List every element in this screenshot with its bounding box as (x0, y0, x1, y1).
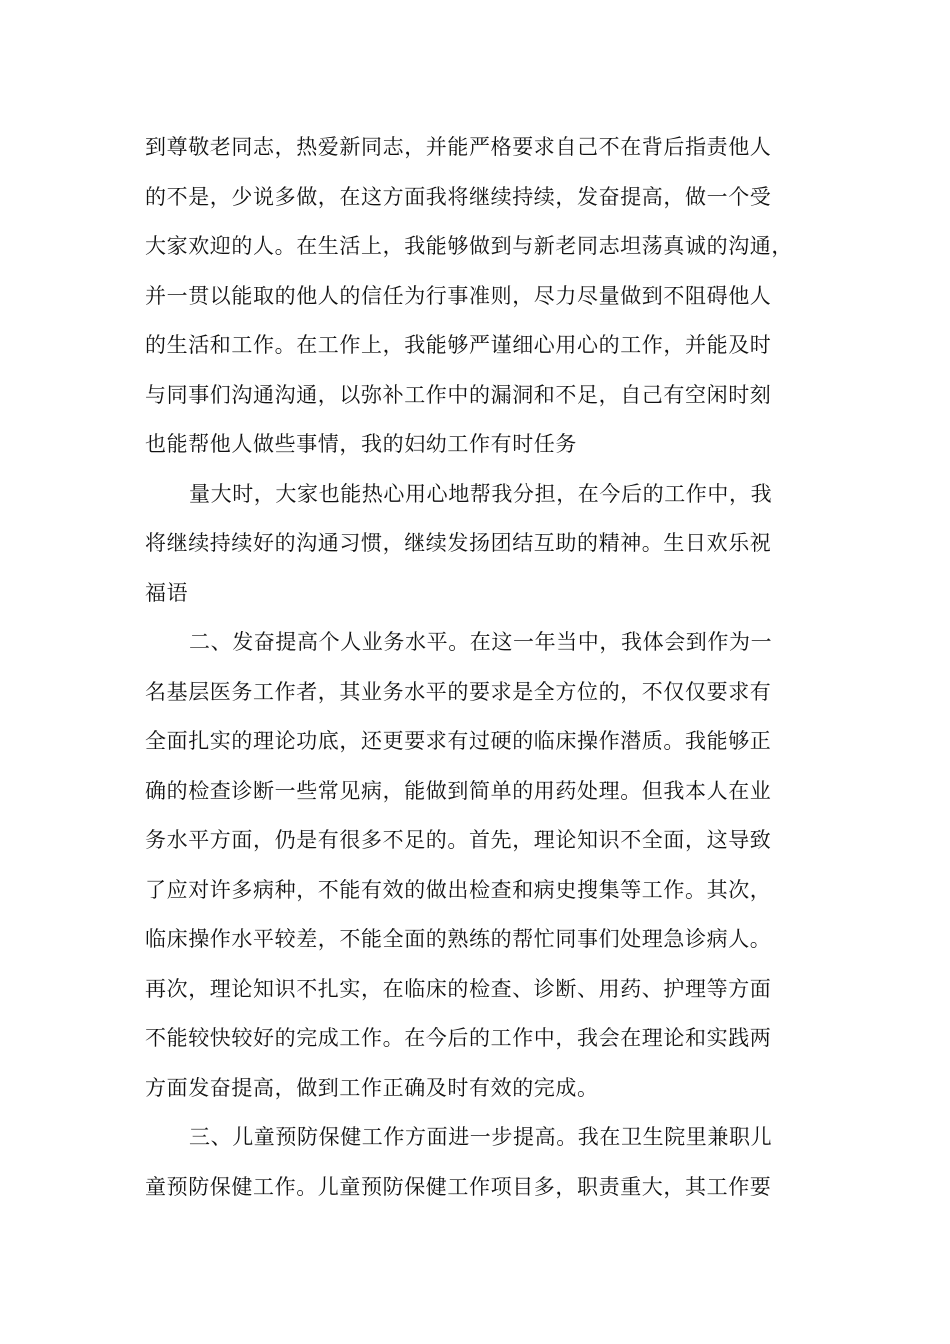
text-line: 临床操作水平较差，不能全面的熟练的帮忙同事们处理急诊病人。 (145, 927, 772, 951)
text-line: 并一贯以能取的他人的信任为行事准则，尽力尽量做到不阻碍他人 (145, 283, 772, 308)
text-line: 将继续持续好的沟通习惯，继续发扬团结互助的精神。生日欢乐祝 (145, 531, 772, 555)
text-line: 福语 (145, 580, 189, 605)
text-line: 与同事们沟通沟通，以弥补工作中的漏洞和不足，自己有空闲时刻 (145, 382, 772, 407)
text-line: 了应对许多病种，不能有效的做出检查和病史搜集等工作。其次， (145, 877, 772, 902)
text-line: 务水平方面，仍是有很多不足的。首先，理论知识不全面，这导致 (145, 828, 772, 852)
text-line: 全面扎实的理论功底，还更要求有过硬的临床操作潜质。我能够正 (145, 729, 772, 753)
text-line: 大家欢迎的人。在生活上，我能够做到与新老同志坦荡真诚的沟通， (145, 234, 793, 258)
text-line: 再次，理论知识不扎实，在临床的检查、诊断、用药、护理等方面 (145, 976, 772, 1001)
paragraph-start-line: 量大时，大家也能热心用心地帮我分担，在今后的工作中，我 (189, 481, 773, 506)
text-line: 也能帮他人做些事情，我的妇幼工作有时任务 (145, 432, 577, 456)
body-text (145, 123, 835, 1212)
text-line: 到尊敬老同志，热爱新同志，并能严格要求自己不在背后指责他人 (145, 135, 772, 159)
section-heading-line: 二、发奋提高个人业务水平。在这一年当中，我体会到作为一 (189, 630, 773, 654)
section-heading-line: 三、儿童预防保健工作方面进一步提高。我在卫生院里兼职儿 (189, 1125, 773, 1149)
text-line: 确的检查诊断一些常见病，能做到简单的用药处理。但我本人在业 (145, 778, 772, 803)
text-line: 的生活和工作。在工作上，我能够严谨细心用心的工作，并能及时 (145, 333, 772, 357)
text-line: 的不是，少说多做，在这方面我将继续持续，发奋提高，做一个受 (145, 184, 772, 209)
text-line: 方面发奋提高，做到工作正确及时有效的完成。 (145, 1075, 599, 1100)
text-line: 童预防保健工作。儿童预防保健工作项目多，职责重大，其工作要 (145, 1174, 772, 1199)
text-line: 不能较快较好的完成工作。在今后的工作中，我会在理论和实践两 (145, 1026, 772, 1050)
text-line: 名基层医务工作者，其业务水平的要求是全方位的，不仅仅要求有 (145, 679, 772, 704)
